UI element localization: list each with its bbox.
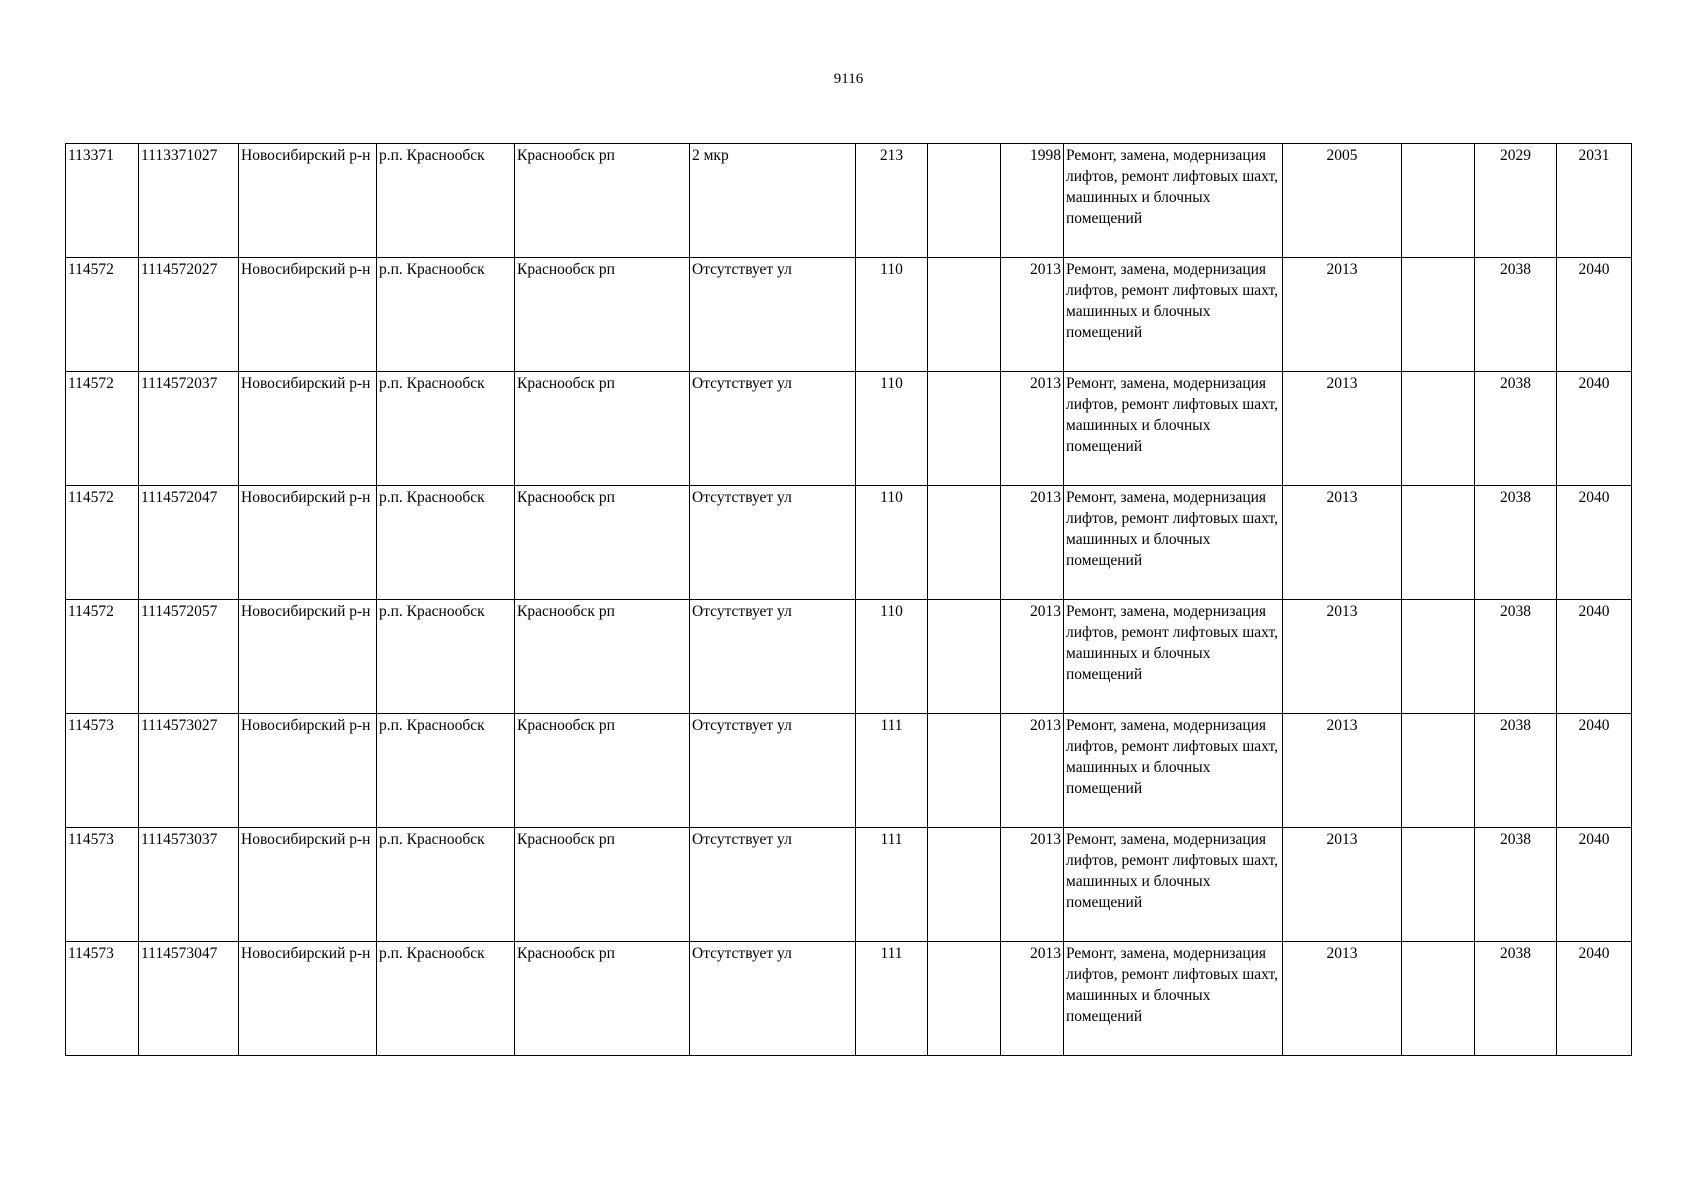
cell-work-type: Ремонт, замена, модернизация лифтов, ремонт лифтовых шахт, машинных и блочных помещений [1064, 828, 1283, 942]
table-row [66, 372, 1632, 486]
cell-house: 111 [856, 828, 928, 942]
cell-code: 114573 [66, 828, 139, 942]
cell-code: 114572 [66, 258, 139, 372]
cell-plan-start: 2038 [1475, 372, 1557, 486]
table-row [66, 714, 1632, 828]
cell-build-year: 2013 [1001, 258, 1064, 372]
cell-street: 2 мкр [690, 144, 856, 258]
cell-plan-end: 2040 [1557, 714, 1632, 828]
cell-house: 213 [856, 144, 928, 258]
cell-building [928, 714, 1001, 828]
cell-id: 1114572047 [139, 486, 239, 600]
cell-settlement: р.п. Краснообск [377, 942, 515, 1056]
cell-settlement: р.п. Краснообск [377, 258, 515, 372]
cell-plan-end: 2040 [1557, 372, 1632, 486]
table-row [66, 258, 1632, 372]
cell-plan-end: 2040 [1557, 258, 1632, 372]
cell-locality: Краснообск рп [515, 714, 690, 828]
cell-code: 114573 [66, 714, 139, 828]
cell-locality: Краснообск рп [515, 486, 690, 600]
cell-last-repair-year: 2013 [1283, 942, 1402, 1056]
register-table-body [66, 144, 1632, 1056]
cell-work-type: Ремонт, замена, модернизация лифтов, ремонт лифтовых шахт, машинных и блочных помещений [1064, 942, 1283, 1056]
cell-empty [1402, 942, 1475, 1056]
cell-empty [1402, 714, 1475, 828]
cell-empty [1402, 258, 1475, 372]
cell-plan-start: 2038 [1475, 828, 1557, 942]
register-table [65, 143, 1632, 1056]
cell-settlement: р.п. Краснообск [377, 486, 515, 600]
cell-build-year: 1998 [1001, 144, 1064, 258]
table-row [66, 144, 1632, 258]
cell-plan-end: 2040 [1557, 942, 1632, 1056]
cell-building [928, 144, 1001, 258]
cell-plan-start: 2038 [1475, 600, 1557, 714]
table-row [66, 942, 1632, 1056]
cell-house: 110 [856, 600, 928, 714]
cell-empty [1402, 372, 1475, 486]
cell-house: 111 [856, 942, 928, 1056]
cell-street: Отсутствует ул [690, 486, 856, 600]
cell-building [928, 486, 1001, 600]
cell-district: Новосибирский р-н [239, 828, 377, 942]
cell-house: 110 [856, 372, 928, 486]
cell-code: 114572 [66, 486, 139, 600]
cell-build-year: 2013 [1001, 486, 1064, 600]
cell-building [928, 600, 1001, 714]
cell-id: 1113371027 [139, 144, 239, 258]
cell-district: Новосибирский р-н [239, 600, 377, 714]
cell-last-repair-year: 2005 [1283, 144, 1402, 258]
cell-street: Отсутствует ул [690, 372, 856, 486]
cell-build-year: 2013 [1001, 714, 1064, 828]
cell-build-year: 2013 [1001, 942, 1064, 1056]
cell-settlement: р.п. Краснообск [377, 600, 515, 714]
table-row [66, 600, 1632, 714]
cell-last-repair-year: 2013 [1283, 828, 1402, 942]
cell-district: Новосибирский р-н [239, 372, 377, 486]
cell-locality: Краснообск рп [515, 258, 690, 372]
cell-empty [1402, 828, 1475, 942]
cell-street: Отсутствует ул [690, 942, 856, 1056]
cell-plan-start: 2038 [1475, 486, 1557, 600]
cell-code: 114573 [66, 942, 139, 1056]
cell-plan-end: 2031 [1557, 144, 1632, 258]
cell-code: 114572 [66, 600, 139, 714]
cell-plan-end: 2040 [1557, 600, 1632, 714]
cell-house: 110 [856, 258, 928, 372]
cell-work-type: Ремонт, замена, модернизация лифтов, ремонт лифтовых шахт, машинных и блочных помещений [1064, 714, 1283, 828]
cell-locality: Краснообск рп [515, 372, 690, 486]
cell-last-repair-year: 2013 [1283, 486, 1402, 600]
cell-plan-start: 2038 [1475, 258, 1557, 372]
cell-plan-start: 2038 [1475, 942, 1557, 1056]
table-row [66, 828, 1632, 942]
cell-id: 1114572057 [139, 600, 239, 714]
cell-settlement: р.п. Краснообск [377, 144, 515, 258]
cell-district: Новосибирский р-н [239, 258, 377, 372]
cell-id: 1114573037 [139, 828, 239, 942]
cell-house: 110 [856, 486, 928, 600]
cell-code: 114572 [66, 372, 139, 486]
cell-settlement: р.п. Краснообск [377, 372, 515, 486]
cell-locality: Краснообск рп [515, 144, 690, 258]
cell-build-year: 2013 [1001, 372, 1064, 486]
cell-building [928, 258, 1001, 372]
cell-work-type: Ремонт, замена, модернизация лифтов, ремонт лифтовых шахт, машинных и блочных помещений [1064, 600, 1283, 714]
cell-house: 111 [856, 714, 928, 828]
cell-settlement: р.п. Краснообск [377, 828, 515, 942]
cell-locality: Краснообск рп [515, 828, 690, 942]
cell-empty [1402, 486, 1475, 600]
cell-plan-start: 2029 [1475, 144, 1557, 258]
cell-work-type: Ремонт, замена, модернизация лифтов, ремонт лифтовых шахт, машинных и блочных помещений [1064, 486, 1283, 600]
cell-id: 1114573047 [139, 942, 239, 1056]
cell-locality: Краснообск рп [515, 942, 690, 1056]
cell-build-year: 2013 [1001, 600, 1064, 714]
cell-work-type: Ремонт, замена, модернизация лифтов, ремонт лифтовых шахт, машинных и блочных помещений [1064, 258, 1283, 372]
cell-id: 1114572037 [139, 372, 239, 486]
cell-work-type: Ремонт, замена, модернизация лифтов, ремонт лифтовых шахт, машинных и блочных помещений [1064, 144, 1283, 258]
cell-district: Новосибирский р-н [239, 144, 377, 258]
cell-district: Новосибирский р-н [239, 714, 377, 828]
cell-id: 1114573027 [139, 714, 239, 828]
cell-last-repair-year: 2013 [1283, 372, 1402, 486]
cell-street: Отсутствует ул [690, 600, 856, 714]
cell-district: Новосибирский р-н [239, 942, 377, 1056]
cell-last-repair-year: 2013 [1283, 714, 1402, 828]
cell-code: 113371 [66, 144, 139, 258]
table-row [66, 486, 1632, 600]
cell-empty [1402, 600, 1475, 714]
cell-work-type: Ремонт, замена, модернизация лифтов, ремонт лифтовых шахт, машинных и блочных помещений [1064, 372, 1283, 486]
cell-plan-end: 2040 [1557, 486, 1632, 600]
cell-settlement: р.п. Краснообск [377, 714, 515, 828]
cell-street: Отсутствует ул [690, 714, 856, 828]
cell-district: Новосибирский р-н [239, 486, 377, 600]
cell-street: Отсутствует ул [690, 828, 856, 942]
cell-id: 1114572027 [139, 258, 239, 372]
cell-building [928, 828, 1001, 942]
cell-empty [1402, 144, 1475, 258]
cell-plan-start: 2038 [1475, 714, 1557, 828]
cell-street: Отсутствует ул [690, 258, 856, 372]
cell-plan-end: 2040 [1557, 828, 1632, 942]
cell-building [928, 372, 1001, 486]
cell-last-repair-year: 2013 [1283, 258, 1402, 372]
page-number: 9116 [833, 71, 864, 87]
cell-build-year: 2013 [1001, 828, 1064, 942]
cell-locality: Краснообск рп [515, 600, 690, 714]
cell-last-repair-year: 2013 [1283, 600, 1402, 714]
cell-building [928, 942, 1001, 1056]
